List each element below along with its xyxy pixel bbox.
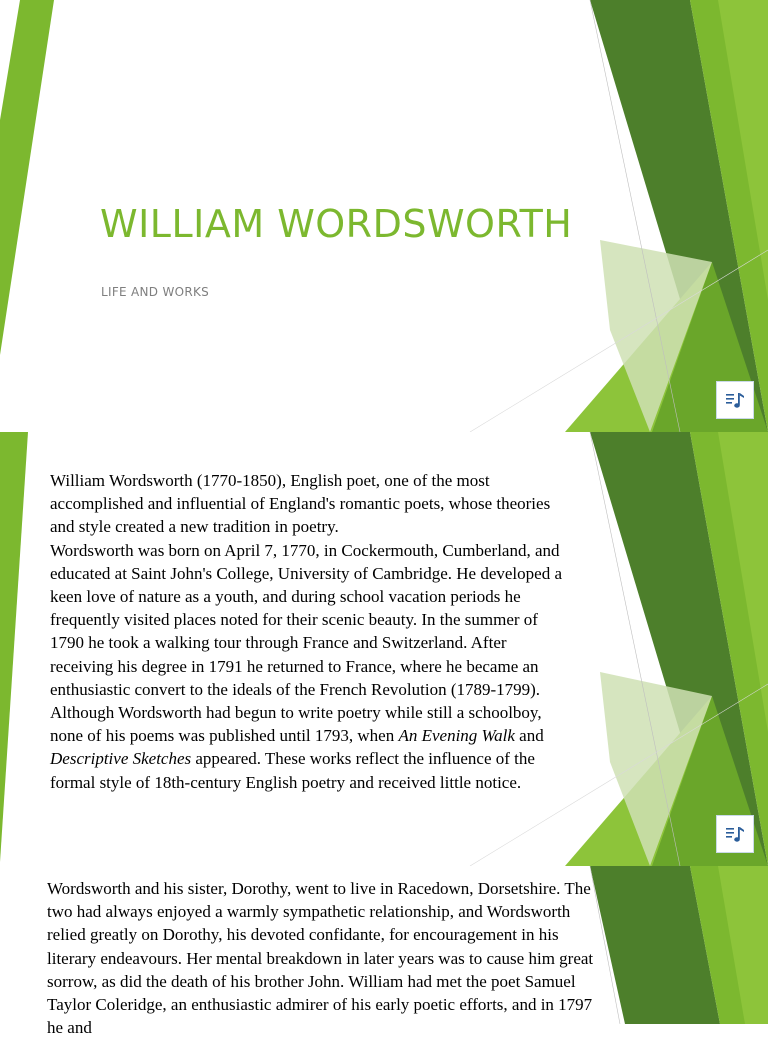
- paragraph-biography: Wordsworth was born on April 7, 1770, in Cockermouth, Cumberland, and educated at Saint John's College, University of Cambridge. He developed a keen love of nature as a youth, and during school vacation periods he frequently visited places noted for their scenic beauty. In the summer of 1790 he took a walking tour through France and Switzerland. After receiving his degree in 1791 he returned to France, where he became an enthusiastic convert to the ideals of the French Revolution (1789-1799). Although Wordsworth had begun to write poetry while still a schoolboy, none of his poems was published until 1793, when: [50, 540, 562, 746]
- audio-button[interactable]: [716, 815, 754, 853]
- slide-body-text: [50, 469, 570, 794]
- audio-note-icon: [725, 391, 745, 409]
- work-title: Descriptive Sketches: [50, 749, 192, 769]
- title-slide: [0, 0, 768, 432]
- slide-body-text: Wordsworth and his sister, Dorothy, went to live in Racedown, Dorsetshire. The two had always enjoyed a warmly sympathetic relationship, and Wordsworth relied greatly on Dorothy, his devoted confidante, for encouragement in his literary endeavours. Her mental breakdown in later years was to cause him great sorrow, as did the death of his brother John. William had met the poet Samuel Taylor Coleridge, an enthusiastic admirer of his early poetic efforts, and in 1797 he and: [47, 879, 594, 1038]
- conjunction: and: [514, 726, 544, 746]
- paragraph-biography-end: appeared. These works reflect the influence of the formal style of 18th-century English poetry and received little notice.: [50, 749, 535, 792]
- slide-subtitle: LIFE AND WORKS: [101, 285, 210, 299]
- content-slide-1: [0, 432, 768, 866]
- content-slide-2: [0, 866, 768, 1038]
- work-title: An Evening Walk: [398, 726, 515, 746]
- audio-button[interactable]: [716, 381, 754, 419]
- paragraph-intro: William Wordsworth (1770-1850), English poet, one of the most accomplished and influential of England's romantic poets, whose theories and style created a new tradition in poetry.: [50, 471, 551, 537]
- audio-note-icon: [725, 825, 745, 843]
- slide-title: WILLIAM WORDSWORTH: [100, 202, 573, 246]
